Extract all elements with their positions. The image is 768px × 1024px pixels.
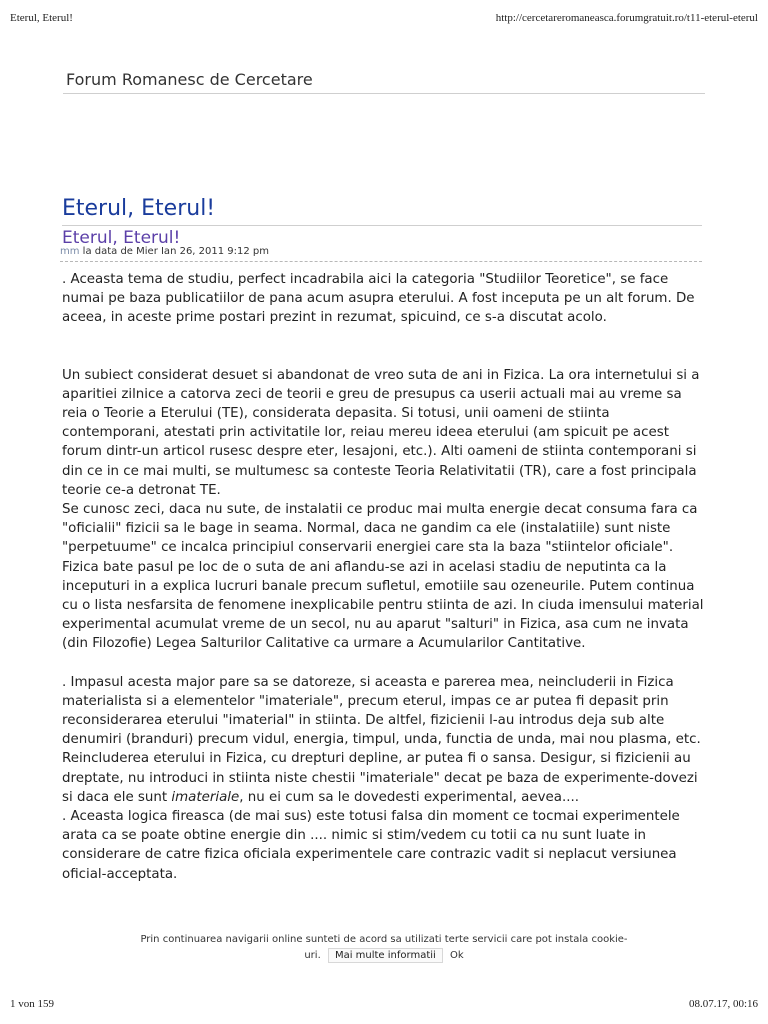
cookie-text: Prin continuarea navigarii online sunteti de acord sa utilizati terte servicii care pot instala cookie- — [140, 934, 628, 945]
more-info-button[interactable]: Mai multe informatii — [328, 948, 443, 963]
post-paragraph — [62, 673, 708, 807]
cookie-banner — [0, 928, 768, 966]
cookie-actions — [0, 948, 768, 963]
post-text: . Impasul acesta major pare sa se datoreze, si aceasta e parerea mea, neincluderii in Fizica materialista si a elementelor "imateriale", precum eterul, impas ce ar putea fi depasit prin reconsiderarea eterului "imaterial" in stiinta. De altfel, fizicienii l-au introdus deja sub alte denumiri (branduri) precum vidul, energia, timpul, unda, functia de unda, mai nou plasma, etc. Reincluderea eterului in Fizica, cu drepturi depline, ar putea fi o sansa. Desigur, si fizicienii au dreptate, nu introduci in stiinta niste chestii "imateriale" decat pe baza de experimente-dovezi si daca ele sunt — [62, 674, 701, 805]
post-date: la data de Mier Ian 26, 2011 9:12 pm — [82, 246, 270, 257]
print-datetime: 08.07.17, 00:16 — [688, 998, 758, 1010]
print-footer — [10, 998, 758, 1010]
site-header[interactable]: Forum Romanesc de Cercetare — [63, 70, 705, 94]
page-title: Eterul, Eterul! — [62, 196, 702, 226]
post-emphasis: imateriale — [171, 789, 240, 805]
post-paragraph: Un subiect considerat desuet si abandonat de vreo suta de ani in Fizica. La ora internetului si a aparitiei zilnice a catorva zeci de teorii e greu de presupus ca userii actuali mai au vreme sa reia o Teorie a Eterului (TE), considerata depasita. Si totusi, unii oameni de stiinta contemporani, atestati prin activitatile lor, reiau mereu ideea eterului (am spicuit pe acest forum dintr-un articol rusesc despre eter, lesajoni, etc.). Alti oameni de stiinta contemporani si din ce in ce mai multi, se multumesc sa conteste Teoria Relativitatii (TR), care a fost principala teorie ce-a detronat TE. — [62, 367, 700, 498]
cookie-text-suffix: uri. — [304, 950, 321, 961]
print-header-title: Eterul, Eterul! — [10, 12, 73, 24]
print-header — [10, 12, 758, 24]
cookie-ok-button[interactable]: Ok — [449, 950, 464, 961]
post-paragraph: . Aceasta logica fireasca (de mai sus) este totusi falsa din moment ce tocmai experimentele arata ca se poate obtine energie din .... nimic si stim/vedem cu totii ca nu sunt luate in considerare de catre fizica oficiala experimentele care contrazic vadit si neplacut versiunea oficial-acceptata. — [62, 809, 680, 882]
post-paragraph: . Aceasta tema de studiu, perfect incadrabila aici la categoria "Studiilor Teoretice", se face numai pe baza publicatiilor de pana acum asupra eterului. A fost inceputa pe un alt forum. De aceea, in aceste prime postari prezint in rezumat, spicuind, ce s-a discutat acolo. — [62, 272, 695, 326]
print-page-number: 1 von 159 — [10, 998, 54, 1010]
post-paragraph: Se cunosc zeci, daca nu sute, de instalatii ce produc mai multa energie decat consuma fara ca "oficialii" fizicii sa le bage in seama. Normal, daca ne gandim ca ele (instalatiile) sunt niste "perpetuume" ce incalca principiul conservarii energiei care sta la baza "stiintelor oficiale". Fizica bate pasul pe loc de o suta de ani aflandu-se azi in acelasi stadiu de neputinta ca la inceputuri in a explica lucruri banale precum sufletul, emotiile sau ozeneurile. Putem continua cu o lista nesfarsita de fenomene inexplicabile pentru stiinta de azi. In ciuda imensului material experimental acumulat vreme de un secol, nu au aparut "salturi" in Fizica, asa cum ne invata (din Filozofie) Legea Salturilor Calitative ca urmare a Acumularilor Cantitative. — [62, 502, 704, 652]
print-header-url: http://cercetareromaneasca.forumgratuit.ro/t11-eterul-eterul — [495, 12, 758, 24]
post-author[interactable]: mm — [60, 246, 80, 257]
post-body — [62, 270, 708, 936]
post-meta — [60, 246, 702, 262]
post-text: , nu ei cum sa le dovedesti experimental, aevea.... — [239, 789, 580, 805]
post-title[interactable]: Eterul, Eterul! — [62, 228, 181, 248]
